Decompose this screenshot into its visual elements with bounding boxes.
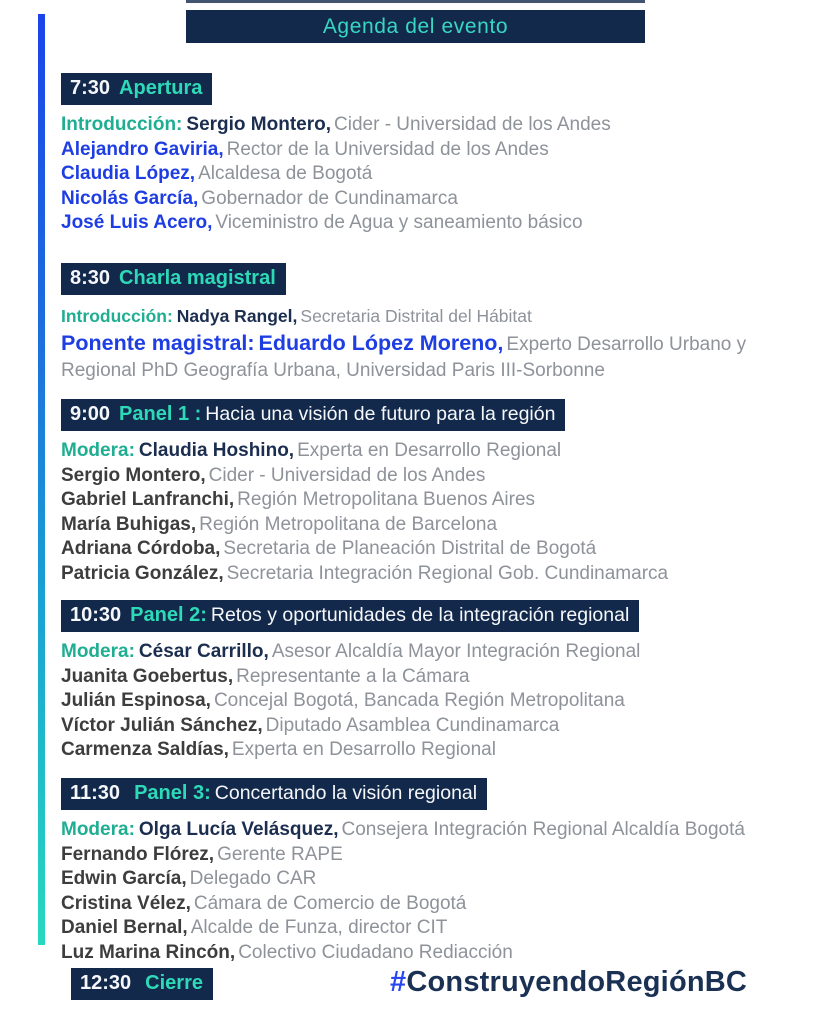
- section-time: 10:30: [70, 604, 122, 626]
- agenda-entry: [61, 689, 821, 714]
- entry-name: Claudia López,: [61, 163, 196, 184]
- section-subtitle: Hacia una visión de futuro para la región: [205, 403, 556, 425]
- entry-role: Cider - Universidad de los Andes: [208, 464, 486, 486]
- entry-role: Región Metropolitana de Barcelona: [199, 513, 498, 535]
- section-entries: [61, 439, 821, 586]
- section-panel-3: [61, 778, 821, 965]
- left-gradient-bar: [38, 14, 45, 945]
- section-label: Cierre: [145, 972, 203, 994]
- entry-role: Alcalde de Funza, director CIT: [190, 917, 448, 938]
- agenda-entry: [61, 330, 773, 384]
- agenda-entry: [61, 113, 821, 138]
- entry-name: Daniel Bernal,: [61, 917, 188, 938]
- entry-name: Adriana Córdoba,: [61, 538, 221, 559]
- entry-prefix: Modera:: [61, 440, 135, 461]
- agenda-entry: [61, 843, 821, 868]
- section-label: Panel 2:: [130, 604, 207, 626]
- section-time: 7:30: [70, 77, 111, 99]
- entry-name: Eduardo López Moreno,: [258, 331, 504, 355]
- entry-role: Secretaria de Planeación Distrital de Bogotá: [223, 538, 597, 559]
- agenda-entry: [61, 640, 821, 665]
- hashtag-symbol: #: [390, 966, 407, 998]
- section-entries: [61, 113, 821, 236]
- section-entries: [61, 303, 773, 384]
- section-label: Panel 1 :: [119, 403, 202, 425]
- section-header: [61, 778, 487, 810]
- section-time: 8:30: [70, 267, 111, 289]
- agenda-entry: [61, 892, 821, 917]
- section-time: 11:30: [70, 782, 121, 804]
- entry-role: Experta en Desarrollo Regional: [297, 440, 562, 461]
- agenda-entry: [61, 665, 821, 690]
- entry-name: María Buhigas,: [61, 513, 197, 535]
- section-label: Apertura: [119, 77, 203, 99]
- entry-role: Diputado Asamblea Cundinamarca: [265, 714, 560, 736]
- entry-name: César Carrillo,: [138, 641, 269, 662]
- section-time: 9:00: [70, 403, 111, 425]
- agenda-entry: [61, 738, 821, 763]
- entry-role: Cámara de Comercio de Bogotá: [193, 892, 467, 914]
- agenda-entry: [61, 818, 821, 843]
- agenda-entry: [61, 537, 821, 562]
- entry-name: Julián Espinosa,: [61, 690, 211, 711]
- top-edge-strip: [186, 0, 645, 3]
- page-title: Agenda del evento: [322, 14, 509, 38]
- agenda-entry: [61, 439, 821, 464]
- entry-name: Gabriel Lanfranchi,: [61, 489, 235, 510]
- entry-role: Representante a la Cámara: [236, 665, 470, 687]
- section-subtitle: Retos y oportunidades de la integración regional: [210, 604, 630, 626]
- section-panel-1: [61, 399, 821, 586]
- entry-name: Sergio Montero,: [61, 464, 206, 486]
- entry-prefix: Introducción:: [61, 306, 173, 326]
- entry-name: Olga Lucía Velásquez,: [138, 819, 339, 840]
- entry-name: Edwin García,: [61, 868, 187, 889]
- section-label: Panel 3:: [134, 782, 211, 804]
- entry-prefix: Modera:: [61, 819, 135, 840]
- agenda-entry: [61, 138, 821, 163]
- entry-role: Cider - Universidad de los Andes: [334, 114, 611, 135]
- section-entries: [61, 640, 821, 763]
- entry-role: Consejera Integración Regional Alcaldía Bogotá: [341, 819, 745, 840]
- entry-role: Región Metropolitana Buenos Aires: [237, 489, 536, 510]
- entry-role: Gobernador de Cundinamarca: [201, 187, 458, 209]
- entry-prefix: Ponente magistral:: [61, 331, 255, 355]
- section-header: [61, 399, 565, 431]
- entry-name: Sergio Montero,: [186, 114, 332, 135]
- entry-name: Patricia González,: [61, 562, 224, 584]
- agenda-entry: [61, 303, 773, 330]
- agenda-entry: [61, 162, 821, 187]
- entry-name: Nicolás García,: [61, 187, 199, 209]
- agenda-entry: [61, 916, 821, 941]
- entry-role: Alcaldesa de Bogotá: [198, 163, 373, 184]
- entry-role: Gerente RAPE: [217, 843, 343, 865]
- section-panel-2: [61, 600, 821, 763]
- agenda-entry: [61, 714, 821, 739]
- agenda-entry: [61, 513, 821, 538]
- entry-role: Secretaria Distrital del Hábitat: [300, 306, 532, 326]
- section-cierre: [71, 968, 371, 1000]
- section-entries: [61, 818, 821, 965]
- hashtag-text: ConstruyendoRegiónBC: [406, 966, 748, 998]
- agenda-entry: [61, 464, 821, 489]
- entry-name: Juanita Goebertus,: [61, 665, 234, 687]
- entry-role: Rector de la Universidad de los Andes: [226, 138, 549, 160]
- section-header: [61, 263, 286, 295]
- entry-name: Luz Marina Rincón,: [61, 941, 236, 963]
- entry-name: Alejandro Gaviria,: [61, 138, 224, 160]
- section-label: Charla magistral: [119, 267, 276, 289]
- entry-role: Secretaria Integración Regional Gob. Cundinamarca: [226, 562, 669, 584]
- entry-prefix: Modera:: [61, 641, 135, 662]
- section-time: 12:30: [80, 972, 132, 994]
- entry-name: Carmenza Saldías,: [61, 739, 229, 760]
- section-subtitle: Concertando la visión regional: [214, 782, 478, 804]
- entry-name: Fernando Flórez,: [61, 843, 215, 865]
- section-header: [71, 968, 213, 1000]
- agenda-entry: [61, 562, 821, 587]
- agenda-entry: [61, 488, 821, 513]
- entry-role: Concejal Bogotá, Bancada Región Metropolitana: [213, 690, 625, 711]
- entry-role: Experta en Desarrollo Regional: [231, 739, 496, 760]
- entry-role: Delegado CAR: [189, 868, 317, 889]
- section-header: [61, 600, 639, 632]
- entry-name: Claudia Hoshino,: [138, 440, 295, 461]
- section-apertura: [61, 73, 821, 236]
- agenda-entry: [61, 867, 821, 892]
- entry-role: Asesor Alcaldía Mayor Integración Regional: [271, 641, 641, 662]
- agenda-entry: [61, 211, 821, 236]
- entry-prefix: Introducción:: [61, 114, 183, 135]
- agenda-entry: [61, 941, 821, 966]
- agenda-entry: [61, 187, 821, 212]
- section-charla-magistral: [61, 263, 773, 384]
- entry-name: Cristina Vélez,: [61, 892, 191, 914]
- entry-name: Víctor Julián Sánchez,: [61, 714, 263, 736]
- event-hashtag: [390, 966, 747, 999]
- entry-role: Experto Desarrollo Urbano y Regional PhD Geografía Urbana, Universidad Paris III-Sorbonne: [61, 334, 747, 381]
- entry-role: Viceministro de Agua y saneamiento básico: [215, 212, 583, 233]
- section-header: [61, 73, 212, 105]
- entry-name: José Luis Acero,: [61, 212, 213, 233]
- event-title-bar: [186, 10, 645, 43]
- entry-role: Colectivo Ciudadano Rediacción: [238, 941, 513, 963]
- entry-name: Nadya Rangel,: [176, 306, 298, 326]
